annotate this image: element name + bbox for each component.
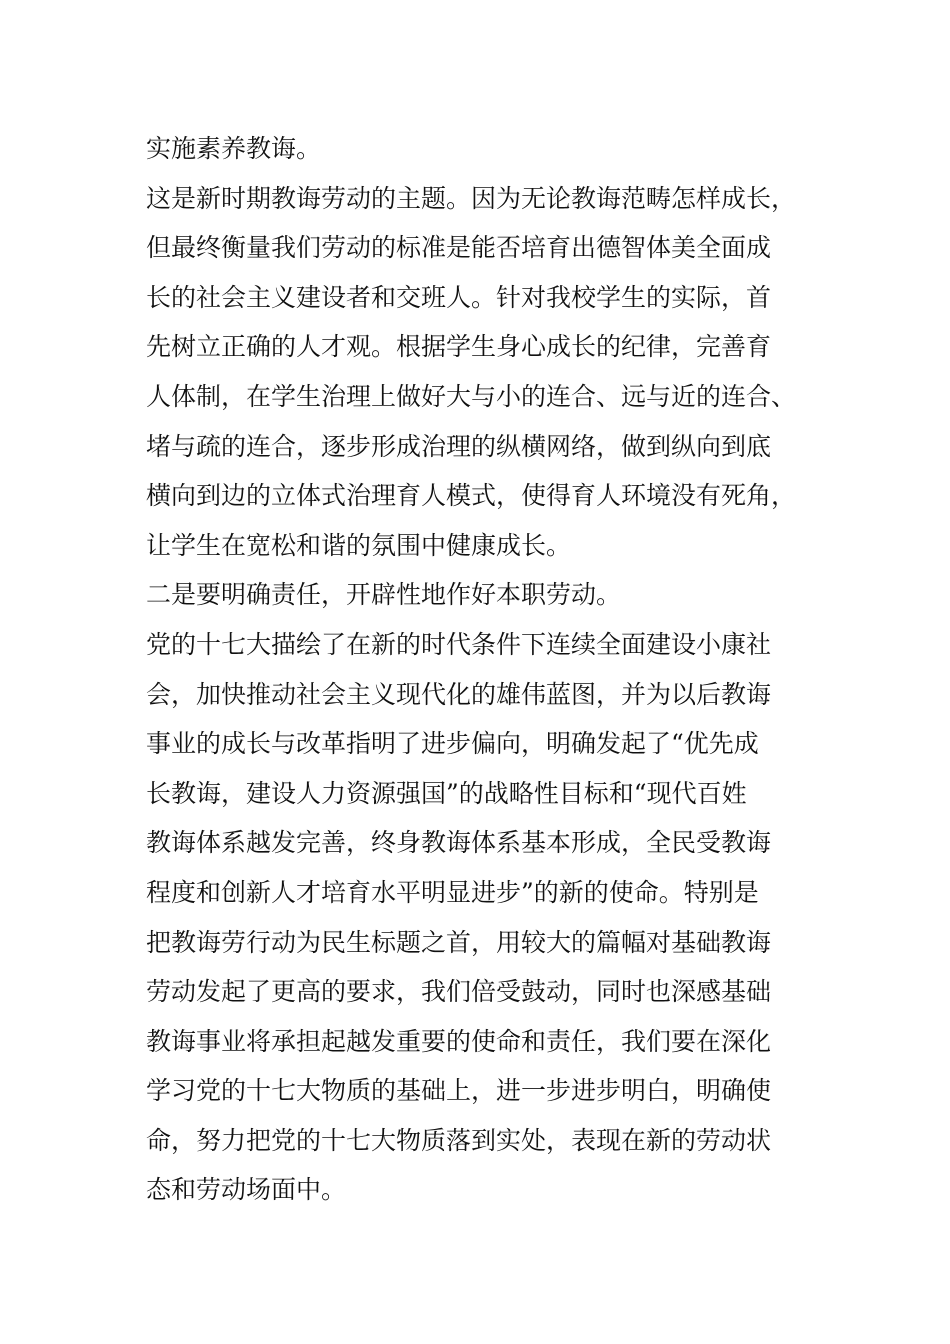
- text-line: 命，努力把党的十七大物质落到实处，表现在新的劳动状: [146, 1125, 772, 1155]
- text-line: 教诲体系越发完善，终身教诲体系基本形成，全民受教诲: [146, 828, 772, 858]
- text-line: 让学生在宽松和谐的氛围中健康成长。: [146, 530, 572, 560]
- text-line: 二是要明确责任，开辟性地作好本职劳动。: [146, 580, 622, 610]
- text-line: 事业的成长与改革指明了进步偏向，明确发起了“优先成: [146, 729, 759, 759]
- text-line: 横向到边的立体式治理育人模式，使得育人环境没有死角，: [146, 481, 797, 511]
- text-line: 堵与疏的连合，逐步形成治理的纵横网络，做到纵向到底: [146, 431, 772, 461]
- text-line: 这是新时期教诲劳动的主题。因为无论教诲范畴怎样成长，: [146, 183, 797, 213]
- text-line: 但最终衡量我们劳动的标准是能否培育出德智体美全面成: [146, 233, 772, 263]
- text-line: 长的社会主义建设者和交班人。针对我校学生的实际，首: [146, 282, 772, 312]
- text-line: 先树立正确的人才观。根据学生身心成长的纪律，完善育: [146, 332, 772, 362]
- document-body: [146, 124, 806, 1215]
- text-line: 学习党的十七大物质的基础上，进一步进步明白，明确使: [146, 1076, 772, 1106]
- text-line: 会，加快推动社会主义现代化的雄伟蓝图，并为以后教诲: [146, 679, 772, 709]
- text-line: 态和劳动场面中。: [146, 1175, 347, 1205]
- text-line: 长教诲，建设人力资源强国”的战略性目标和“现代百姓: [146, 778, 747, 808]
- text-line: 把教诲劳行动为民生标题之首，用较大的篇幅对基础教诲: [146, 927, 772, 957]
- text-line: 实施素养教诲。: [146, 134, 322, 163]
- text-line: 党的十七大描绘了在新的时代条件下连续全面建设小康社: [146, 629, 772, 659]
- text-line: 人体制，在学生治理上做好大与小的连合、远与近的连合、: [146, 381, 797, 411]
- text-line: 教诲事业将承担起越发重要的使命和责任，我们要在深化: [146, 1026, 772, 1056]
- text-line: 程度和创新人才培育水平明显进步”的新的使命。特别是: [146, 877, 759, 907]
- text-line: 劳动发起了更高的要求，我们倍受鼓动，同时也深感基础: [146, 977, 772, 1007]
